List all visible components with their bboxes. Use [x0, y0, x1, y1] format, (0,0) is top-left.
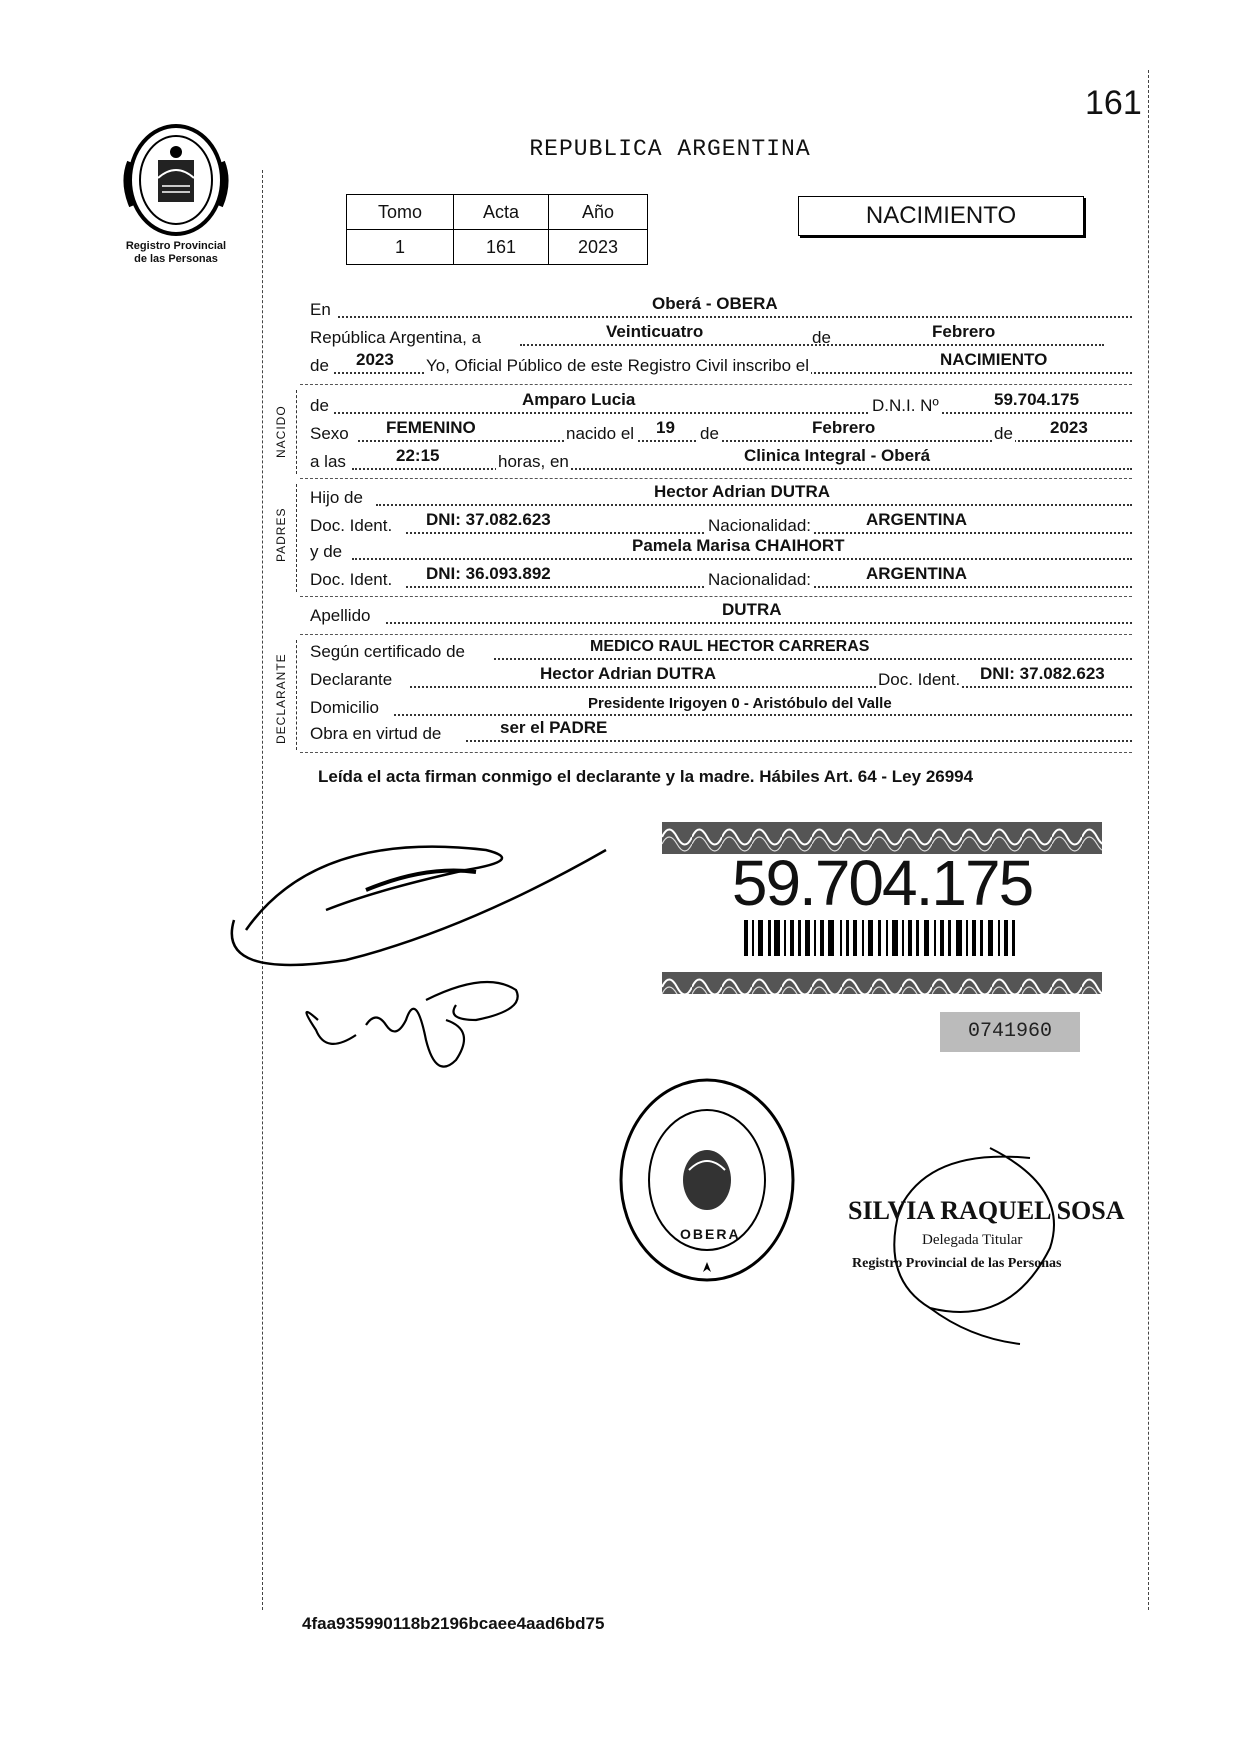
dotted-line — [334, 412, 1132, 414]
official-name: SILVIA RAQUEL SOSA — [848, 1196, 1125, 1225]
row-doc2 — [310, 564, 1132, 592]
registry-header-acta: Acta — [454, 195, 549, 230]
doc2-label: Doc. Ident. — [310, 570, 393, 589]
row-domicilio — [310, 692, 1132, 720]
lugar-value: Clinica Integral - Oberá — [744, 446, 931, 465]
nacido-section-label: NACIDO — [274, 405, 288, 458]
doc1-value: DNI: 37.082.623 — [426, 510, 551, 529]
doc3-value: DNI: 37.082.623 — [980, 664, 1105, 683]
section-divider — [300, 478, 1132, 479]
nac-mes-value: Febrero — [812, 418, 876, 437]
nac-dia-value: 19 — [656, 418, 675, 437]
legal-note: Leída el acta firman conmigo el declarante y la madre. Hábiles Art. 64 - Ley 26994 — [318, 767, 974, 786]
apellido-label: Apellido — [310, 606, 371, 625]
nac-anio-value: 2023 — [1050, 418, 1088, 437]
nacido-section-bar — [296, 390, 297, 474]
dotted-line — [386, 622, 1132, 624]
registry-value-tomo: 1 — [347, 230, 454, 265]
coat-of-arms-logo — [118, 122, 234, 243]
doc1-label: Doc. Ident. — [310, 516, 393, 535]
inscribo-value: NACIMIENTO — [940, 350, 1048, 369]
row-declarante — [310, 664, 1132, 692]
dotted-line — [410, 686, 1132, 688]
registry-value-anio: 2023 — [549, 230, 648, 265]
en-value: Oberá - OBERA — [652, 294, 778, 313]
official-office: Registro Provincial de las Personas — [852, 1256, 1062, 1271]
section-divider — [300, 596, 1132, 597]
right-edge-line — [1148, 70, 1149, 1610]
section-divider — [300, 634, 1132, 635]
padres-section-label: PADRES — [274, 507, 288, 562]
dotted-line — [466, 740, 1132, 742]
registry-value-row — [347, 230, 648, 265]
declarante-section-label: DECLARANTE — [274, 653, 288, 744]
official-title: Delegada Titular — [922, 1232, 1023, 1248]
seal-city: OBERA — [680, 1226, 741, 1242]
declarante-section-bar — [296, 640, 297, 750]
registry-table — [346, 194, 648, 265]
row-en — [310, 294, 1132, 322]
logo-caption — [108, 240, 244, 266]
dotted-line — [352, 558, 1132, 560]
act-type-box: NACIMIENTO — [798, 196, 1084, 236]
footer-hash: 4faa935990118b2196bcaee4aad6bd75 — [302, 1614, 605, 1633]
anio-value: 2023 — [356, 350, 394, 369]
nac2-value: ARGENTINA — [866, 564, 968, 583]
obra-label: Obra en virtud de — [310, 724, 442, 743]
section-divider — [300, 384, 1132, 385]
dni-label: D.N.I. Nº — [872, 396, 939, 415]
country-title: REPUBLICA ARGENTINA — [529, 136, 811, 162]
row-hora — [310, 446, 1132, 474]
mes-value: Febrero — [932, 322, 996, 341]
yde-label: y de — [310, 542, 343, 561]
nacido-label: nacido el — [566, 424, 635, 443]
certificado-label: Según certificado de — [310, 642, 465, 661]
section-divider — [300, 752, 1132, 753]
certificado-value: MEDICO RAUL HECTOR CARRERAS — [590, 638, 870, 655]
row-hijo — [310, 482, 1132, 510]
doc3-label: Doc. Ident. — [878, 670, 961, 689]
hora-value: 22:15 — [396, 446, 440, 465]
doc2-value: DNI: 36.093.892 — [426, 564, 551, 583]
madre-value: Pamela Marisa CHAIHORT — [632, 536, 845, 555]
row-madre — [310, 536, 1132, 564]
row-republica — [310, 322, 1132, 350]
nac1-value: ARGENTINA — [866, 510, 968, 529]
row-apellido — [310, 600, 1132, 628]
id-number-large: 59.704.175 — [731, 847, 1033, 919]
padres-section-bar — [296, 484, 297, 592]
registry-value-acta: 161 — [454, 230, 549, 265]
domicilio-label: Domicilio — [310, 698, 379, 717]
de3-label: de — [310, 396, 329, 415]
signature-declarante — [226, 810, 666, 1070]
dotted-line — [494, 658, 1132, 660]
dotted-line — [358, 440, 1132, 442]
registry-header-anio: Año — [549, 195, 648, 230]
republica-label: República Argentina, a — [310, 328, 482, 347]
yo-label: Yo, Oficial Público de este Registro Civil inscribo el — [426, 356, 809, 375]
de5-label: de — [994, 424, 1013, 443]
en-label: En — [310, 300, 331, 319]
obra-value: ser el PADRE — [500, 718, 608, 737]
declarante-value: Hector Adrian DUTRA — [540, 664, 716, 683]
row-certificado — [310, 636, 1132, 664]
dia-value: Veinticuatro — [606, 322, 704, 341]
registry-header-tomo: Tomo — [347, 195, 454, 230]
row-inscribo — [310, 350, 1132, 378]
de-label: de — [812, 328, 831, 347]
de2-label: de — [310, 356, 329, 375]
horas-label: horas, en — [498, 452, 569, 471]
nombre-value: Amparo Lucia — [522, 390, 636, 409]
nac1-label: Nacionalidad: — [708, 516, 812, 535]
row-doc1 — [310, 510, 1132, 538]
sexo-value: FEMENINO — [386, 418, 476, 437]
row-obra — [310, 718, 1132, 746]
dotted-line — [338, 316, 1132, 318]
apellido-value: DUTRA — [722, 600, 782, 619]
small-code-stamp: 0741960 — [940, 1012, 1080, 1052]
alas-label: a las — [310, 452, 346, 471]
dni-value: 59.704.175 — [994, 390, 1080, 409]
logo-caption-line2: de las Personas — [134, 253, 218, 265]
logo-caption-line1: Registro Provincial — [125, 240, 227, 252]
row-nombre — [310, 390, 1132, 418]
row-sexo — [310, 418, 1132, 446]
sexo-label: Sexo — [310, 424, 349, 443]
dotted-line — [394, 714, 1132, 716]
registry-header-row — [347, 195, 648, 230]
declarante-label: Declarante — [310, 670, 393, 689]
nac2-label: Nacionalidad: — [708, 570, 812, 589]
dotted-line — [352, 468, 1132, 470]
domicilio-value: Presidente Irigoyen 0 - Aristóbulo del Valle — [588, 695, 892, 712]
hijo-label: Hijo de — [310, 488, 363, 507]
de4-label: de — [700, 424, 719, 443]
padre-value: Hector Adrian DUTRA — [654, 482, 830, 501]
dotted-line — [376, 504, 1132, 506]
page-number: 161 — [1085, 84, 1142, 122]
